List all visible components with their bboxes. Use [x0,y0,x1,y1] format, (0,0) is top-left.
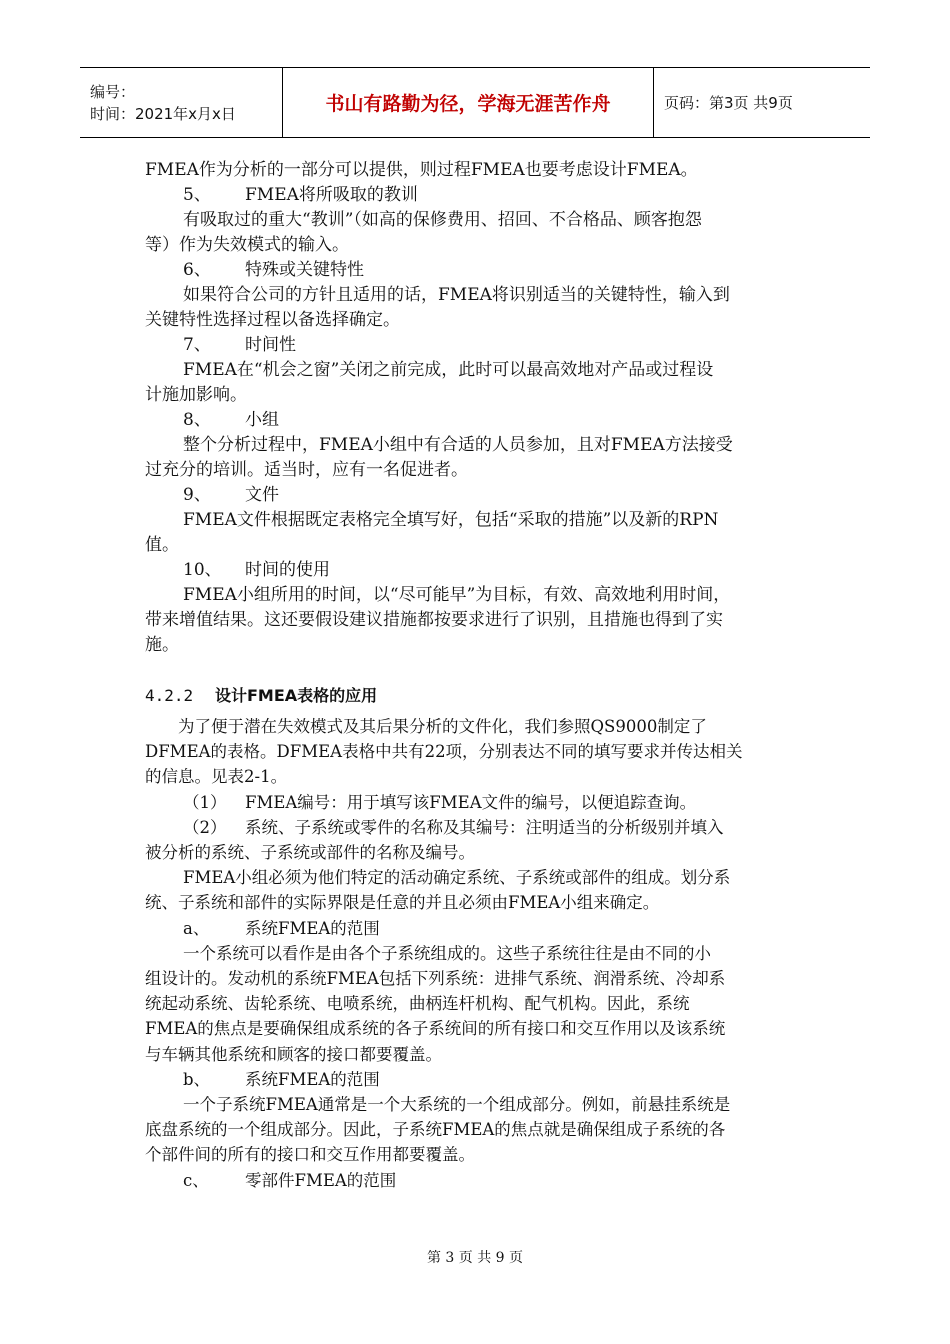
paragraph-line: 统、子系统和部件的实际界限是任意的并且必须由FMEA小组来确定。 [145,893,660,913]
list-item [145,558,810,583]
list-item [145,183,810,208]
paragraph-line: 施。 [145,635,179,655]
list-item-title: 系统、子系统或零件的名称及其编号：注明适当的分析级别并填入 [245,817,724,837]
list-item-number: （1） [183,792,227,812]
list-item [145,333,810,358]
list-item-number: 9、 [183,485,211,505]
paragraph-line: FMEA在“机会之窗”关闭之前完成，此时可以最高效地对产品或过程设 [183,360,714,380]
header-meta-cell [80,68,283,137]
paragraph-line: 计施加影响。 [145,385,247,405]
list-item [145,408,810,433]
paragraph-line: FMEA小组必须为他们特定的活动确定系统、子系统或部件的组成。划分系 [183,868,731,888]
list-item-number: 6、 [183,260,211,280]
list-item-title: FMEA编号：用于填写该FMEA文件的编号，以便追踪查询。 [245,792,697,812]
doc-number-label: 编号： [90,82,136,101]
paragraph-line: 被分析的系统、子系统或部件的名称及编号。 [145,843,475,863]
paragraph-line: 组设计的。发动机的系统FMEA包括下列系统：进排气系统、润滑系统、冷却系 [145,969,726,989]
header-motto-cell [283,68,654,137]
paragraph-line: 带来增值结果。这还要假设建议措施都按要求进行了识别，且措施也得到了实 [145,610,723,630]
paragraph-line: DFMEA的表格。DFMEA表格中共有22项，分别表达不同的填写要求并传达相关 [145,742,743,762]
list-item [145,258,810,283]
paragraph-line: 有吸取过的重大“教训”（如高的保修费用、招回、不合格品、顾客抱怨 [183,210,702,230]
list-item-number: c、 [183,1170,209,1190]
section-dfmea-form [145,714,810,1193]
paragraph-line: 如果符合公司的方针且适用的话，FMEA将识别适当的关键特性，输入到 [183,285,730,305]
paragraph-line: 过充分的培训。适当时，应有一名促进者。 [145,460,468,480]
paragraph-line: 值。 [145,535,179,555]
paragraph-line: 一个系统可以看作是由各个子系统组成的。这些子系统往往是由不同的小 [183,943,711,963]
paragraph-line: 统起动系统、齿轮系统、电喷系统，曲柄连杆机构、配气机构。因此，系统 [145,994,690,1014]
section-heading [145,683,810,708]
paragraph-line: FMEA作为分析的一部分可以提供，则过程FMEA也要考虑设计FMEA。 [145,160,698,180]
list-item-title: FMEA将所吸取的教训 [245,185,418,205]
page-footer: 第 3 页 共 9 页 [426,1250,524,1266]
list-item-title: 系统FMEA的范围 [245,1069,380,1089]
list-item [145,483,810,508]
list-item-number: 5、 [183,185,211,205]
header-page-cell [654,68,870,137]
list-item-number: 10、 [183,560,222,580]
doc-time-label: 时间：2021年x月x日 [90,104,236,123]
list-item-title: 系统FMEA的范围 [245,918,380,938]
list-item-number: b、 [183,1069,211,1089]
paragraph-line: 一个子系统FMEA通常是一个大系统的一个组成部分。例如，前悬挂系统是 [183,1095,731,1115]
paragraph-line: 关键特性选择过程以备选择确定。 [145,310,400,330]
paragraph-line: 为了便于潜在失效模式及其后果分析的文件化，我们参照QS9000制定了 [178,717,707,736]
list-item-number: （2） [183,817,227,837]
page-header [80,67,870,138]
paragraph-line: FMEA小组所用的时间，以“尽可能早”为目标，有效、高效地利用时间， [183,585,731,605]
paragraph-line: 的信息。见表2-1。 [145,767,288,787]
list-item-title: 特殊或关键特性 [245,260,364,280]
list-item [145,1067,810,1092]
list-item-title: 零部件FMEA的范围 [245,1170,397,1190]
list-item-number: 8、 [183,410,211,430]
header-motto: 书山有路勤为径，学海无涯苦作舟 [325,93,611,115]
list-item [145,790,810,815]
document-body [145,158,810,1193]
list-item [145,916,810,941]
paragraph-line: 底盘系统的一个组成部分。因此，子系统FMEA的焦点就是确保组成子系统的各 [145,1120,726,1140]
paragraph-line: FMEA的焦点是要确保组成系统的各子系统间的所有接口和交互作用以及该系统 [145,1019,726,1039]
paragraph-line: 与车辆其他系统和顾客的接口都要覆盖。 [145,1044,442,1064]
section-number: 4.2.2 [145,686,194,705]
list-item-title: 文件 [245,485,279,505]
list-item [145,815,810,840]
list-item-number: 7、 [183,335,211,355]
list-item [145,1168,810,1193]
list-item-title: 时间的使用 [245,560,330,580]
list-item-number: a、 [183,918,210,938]
paragraph-line: 整个分析过程中，FMEA小组中有合适的人员参加，且对FMEA方法接受 [183,435,733,455]
paragraph-line: 等）作为失效模式的输入。 [145,235,349,255]
section-title: 设计FMEA表格的应用 [215,686,378,705]
paragraph-line: FMEA文件根据既定表格完全填写好，包括“采取的措施”以及新的RPN [183,510,719,530]
header-page-label: 页码：第3页 共9页 [664,94,793,112]
paragraph-line: 个部件间的所有的接口和交互作用都要覆盖。 [145,1145,475,1165]
list-item-title: 小组 [245,410,279,430]
list-item-title: 时间性 [245,335,296,355]
section-criteria [145,158,810,658]
